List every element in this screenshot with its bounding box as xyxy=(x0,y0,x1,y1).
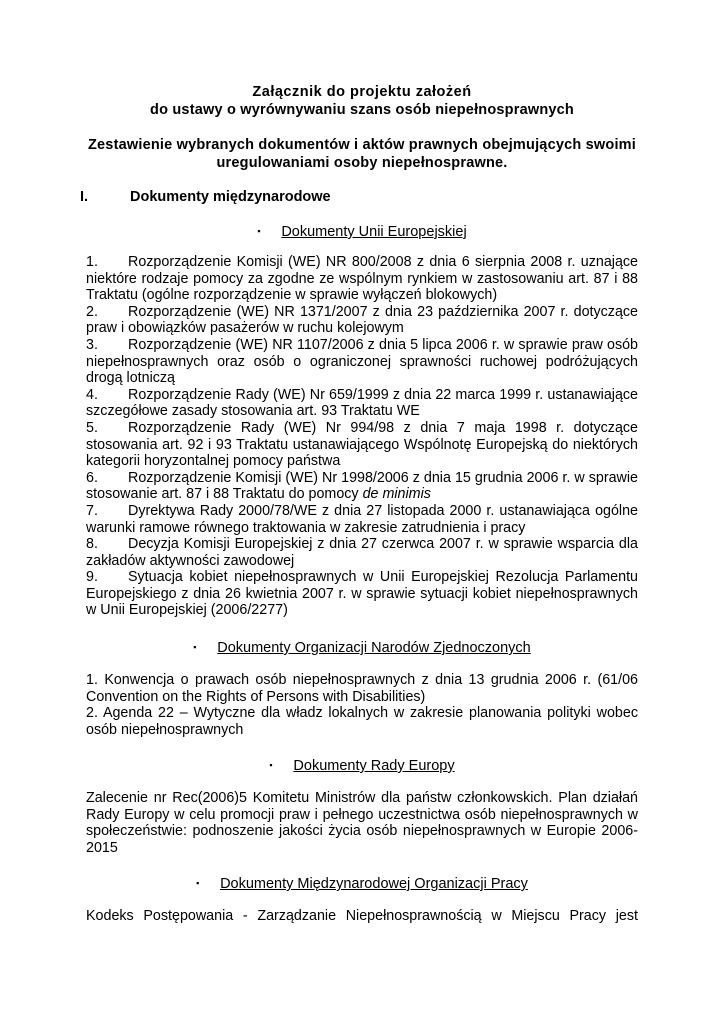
subtitle-line-1: Zestawienie wybranych dokumentów i aktów prawnych obejmujących swoimi xyxy=(87,137,637,153)
section-title-eu: Dokumenty Unii Europejskiej xyxy=(281,224,467,240)
item-text: Dyrektywa Rady 2000/78/WE z dnia 27 listopada 2000 r. ustanawiająca ogólne warunki ramowe równego traktowania w zakresie zatrudnienia i pracy xyxy=(86,502,638,536)
list-item: 1. Konwencja o prawach osób niepełnosprawnych z dnia 13 grudnia 2006 r. (61/06 Convention on the Rights of Persons with Disabilities) xyxy=(86,672,638,705)
list-item xyxy=(86,470,638,503)
bullet-icon: ▪ xyxy=(196,878,200,888)
chapter-number: I. xyxy=(80,189,89,205)
section-title-un: Dokumenty Organizacji Narodów Zjednoczonych xyxy=(217,640,531,656)
un-document-list xyxy=(86,672,638,738)
document-title xyxy=(86,83,638,119)
section-heading-un xyxy=(86,638,638,657)
bullet-icon: ▪ xyxy=(257,226,261,236)
document-subtitle xyxy=(86,136,638,172)
item-number: 1. xyxy=(86,254,98,270)
chapter-heading xyxy=(80,188,331,206)
item-number: 3. xyxy=(86,336,98,353)
item-number: 7. xyxy=(86,502,98,519)
section-heading-eu xyxy=(86,222,638,241)
item-text: Rozporządzenie Rady (WE) Nr 994/98 z dnia 7 maja 1998 r. dotyczące stosowania art. 92 i 93 Traktatu ustanawiającego Wspólnotę Europejską do niektórych kategorii horyzontalnej pomocy państwa xyxy=(86,419,638,470)
section-title-ilo: Dokumenty Międzynarodowej Organizacji Pracy xyxy=(220,876,528,892)
subtitle-line-2: uregulowaniami osoby niepełnosprawne. xyxy=(216,155,508,171)
item-text: Decyzja Komisji Europejskiej z dnia 27 czerwca 2007 r. w sprawie wsparcia dla zakładów aktywności zawodowej xyxy=(86,536,638,569)
chapter-title: Dokumenty międzynarodowe xyxy=(130,189,331,205)
list-item xyxy=(86,536,638,569)
item-number: 2. xyxy=(86,303,98,320)
list-item: 2. Agenda 22 – Wytyczne dla władz lokalnych w zakresie planowania polityki wobec osób niepełnosprawnych xyxy=(86,705,638,738)
list-item xyxy=(86,337,638,387)
item-text: Rozporządzenie (WE) NR 1107/2006 z dnia 5 lipca 2006 r. w sprawie praw osób niepełnosprawnych oraz osób o ograniczonej sprawności ruchowej podróżujących drogą lotniczą xyxy=(86,336,638,387)
bullet-icon: ▪ xyxy=(269,760,273,770)
item-text: Rozporządzenie (WE) NR 1371/2007 z dnia 23 października 2007 r. dotyczące praw i obowiązków pasażerów w ruchu kolejowym xyxy=(86,303,638,337)
list-item xyxy=(86,503,638,536)
coe-document-text xyxy=(86,790,638,856)
list-item xyxy=(86,304,638,337)
item-text: Rozporządzenie Komisji (WE) NR 800/2008 z dnia 6 sierpnia 2008 r. uznające niektóre rodzaje pomocy za zgodne ze wspólnym rynkiem w zastosowaniu art. 87 i 88 Traktatu (ogólne rozporządzenie w sprawie wyłączeń blokowych) xyxy=(86,254,638,304)
item-text: Rozporządzenie Rady (WE) Nr 659/1999 z dnia 22 marca 1999 r. ustanawiające szczegółowe zasady stosowania art. 93 Traktatu WE xyxy=(86,386,638,420)
section-title-coe: Dokumenty Rady Europy xyxy=(293,758,455,774)
list-item xyxy=(86,420,638,470)
list-item xyxy=(86,387,638,420)
item-number: 8. xyxy=(86,536,98,553)
paragraph: Zalecenie nr Rec(2006)5 Komitetu Ministrów dla państw członkowskich. Plan działań Rady Europy w celu promocji praw i pełnego uczestnictwa osób niepełnosprawnych w społeczeństwie: podnoszenie jakości życia osób niepełnosprawnych w Europie 2006- 2015 xyxy=(86,790,638,856)
bullet-icon: ▪ xyxy=(193,642,197,652)
paragraph: Kodeks Postępowania - Zarządzanie Niepełnosprawnością w Miejscu Pracy jest xyxy=(86,908,638,924)
title-line-1: Załącznik do projektu założeń xyxy=(252,84,472,100)
ilo-document-text xyxy=(86,908,638,925)
item-text-italic: de minimis xyxy=(362,486,431,503)
item-number: 9. xyxy=(86,569,98,586)
item-text: Sytuacja kobiet niepełnosprawnych w Unii Europejskiej Rezolucja Parlamentu Europejskiego z dnia 26 kwietnia 2007 r. w sprawie sytuacji kobiet niepełnosprawnych w Unii Europejskiej (2006/2277) xyxy=(86,569,638,619)
list-item xyxy=(86,254,638,304)
list-item xyxy=(86,569,638,619)
item-number: 4. xyxy=(86,386,98,403)
item-text: Rozporządzenie Komisji (WE) Nr 1998/2006 z dnia 15 grudnia 2006 r. w sprawie stosowanie art. 87 i 88 Traktatu do pomocy xyxy=(86,469,638,503)
title-line-2: do ustawy o wyrównywaniu szans osób niepełnosprawnych xyxy=(150,102,574,118)
eu-document-list xyxy=(86,254,638,619)
section-heading-ilo xyxy=(86,874,638,893)
item-number: 6. xyxy=(86,469,98,486)
section-heading-coe xyxy=(86,756,638,775)
item-number: 5. xyxy=(86,419,98,436)
